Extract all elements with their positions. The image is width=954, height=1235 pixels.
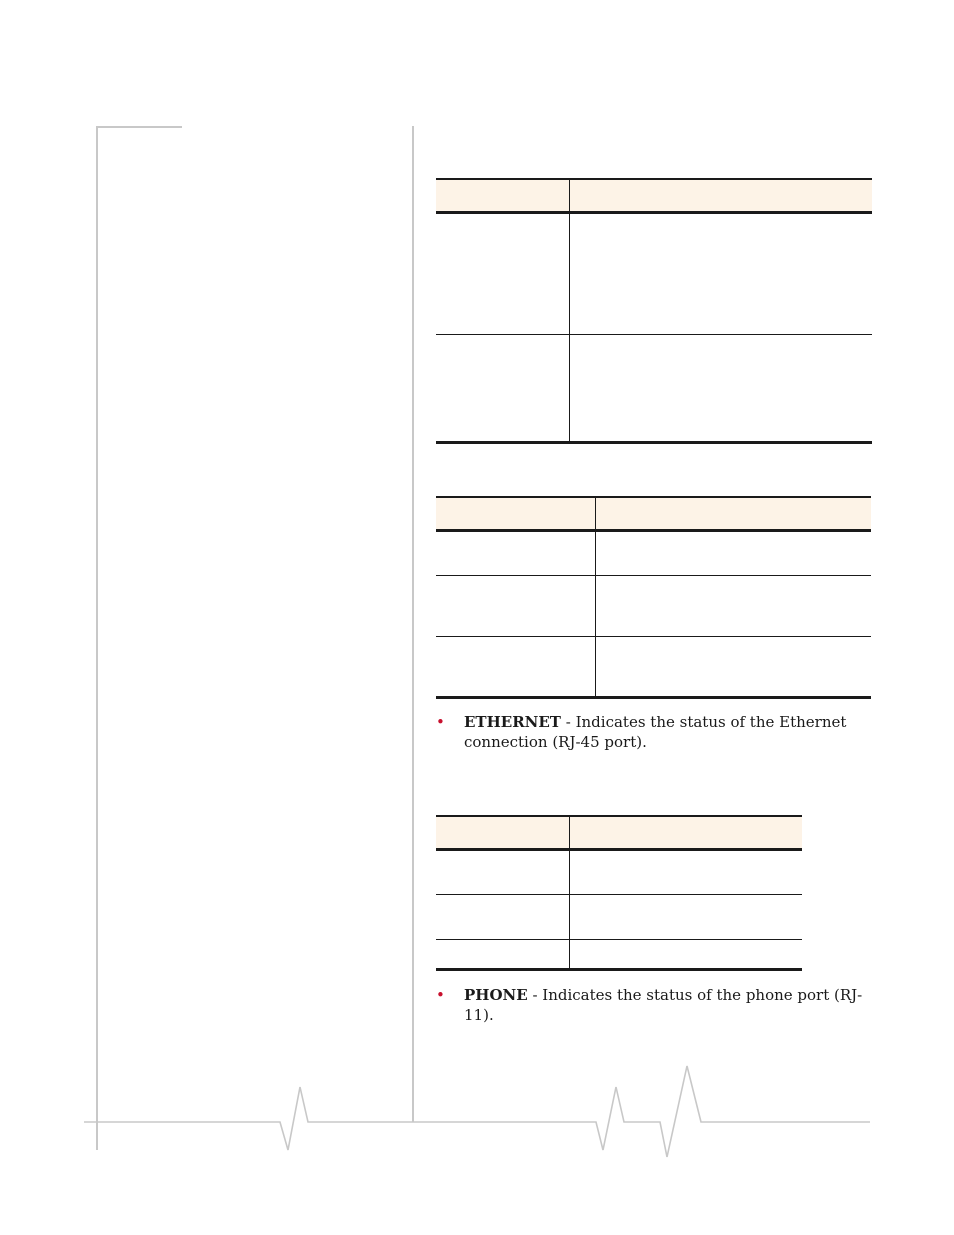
- table-header-row: [436, 497, 871, 530]
- table-row: [436, 939, 802, 969]
- table-cell: [436, 849, 569, 894]
- ethernet-desc-line2: connection (RJ-45 port).: [464, 733, 647, 751]
- ethernet-bullet-text: [464, 712, 846, 752]
- table-cell: [595, 636, 871, 697]
- table-cell: [436, 334, 569, 442]
- table-row: [436, 636, 871, 697]
- bullet-dot-icon: •: [436, 713, 445, 731]
- header-cell: [595, 497, 871, 530]
- table-row: [436, 334, 872, 442]
- table-header-row: [436, 179, 872, 212]
- phone-desc-line1: - Indicates the status of the phone port (RJ-11).: [464, 986, 863, 1024]
- table-row: [436, 530, 871, 575]
- header-cell: [436, 497, 595, 530]
- ethernet-desc-line1: - Indicates the status of the Ethernet: [560, 713, 847, 731]
- table-cell: [436, 212, 569, 334]
- status-table-2: [436, 496, 871, 699]
- phone-bullet-text: [464, 985, 866, 1025]
- table-cell: [436, 894, 569, 939]
- header-cell: [569, 179, 872, 212]
- ethernet-bullet: [436, 712, 856, 752]
- table-header-row: [436, 816, 802, 849]
- ethernet-term: ETHERNET: [464, 713, 561, 731]
- table-row: [436, 894, 802, 939]
- table-cell: [595, 530, 871, 575]
- table-cell: [595, 575, 871, 636]
- table-cell: [436, 575, 595, 636]
- table-cell: [436, 530, 595, 575]
- header-cell: [436, 816, 569, 849]
- bullet-dot-icon: •: [436, 986, 445, 1004]
- header-cell: [569, 816, 802, 849]
- status-table-3: [436, 815, 802, 971]
- table-cell: [569, 212, 872, 334]
- table-row: [436, 575, 871, 636]
- table-cell: [569, 334, 872, 442]
- table-cell: [569, 939, 802, 969]
- table-row: [436, 212, 872, 334]
- table-row: [436, 849, 802, 894]
- table-cell: [569, 894, 802, 939]
- table-cell: [436, 939, 569, 969]
- phone-bullet: [436, 985, 866, 1024]
- table-cell: [436, 636, 595, 697]
- status-table-1: [436, 178, 872, 444]
- header-cell: [436, 179, 569, 212]
- table-cell: [569, 849, 802, 894]
- phone-term: PHONE: [464, 986, 528, 1004]
